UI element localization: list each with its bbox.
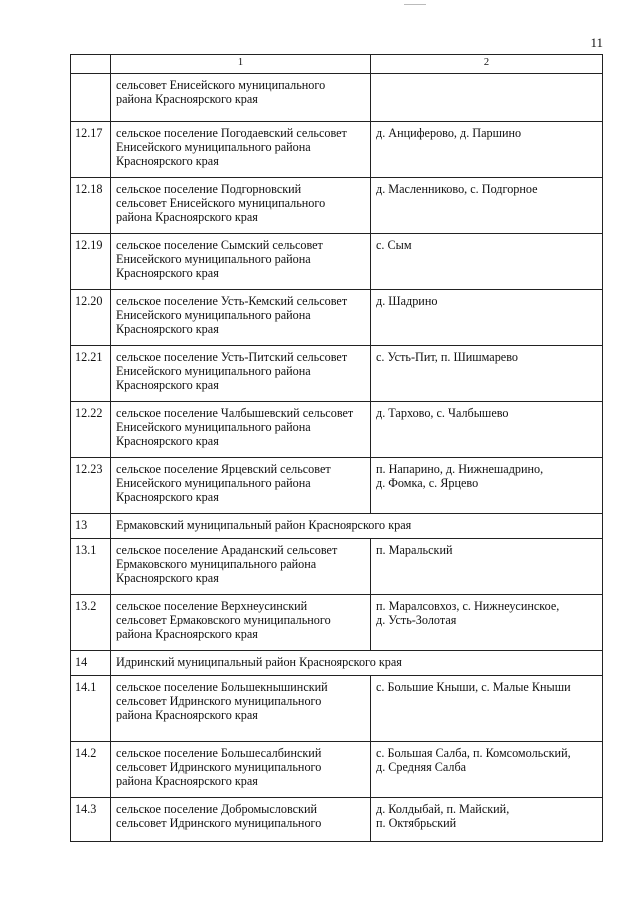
settlement-places [371,74,603,122]
settlement-name: сельское поселение Большесалбинский сельсовет Идринского муниципального района Красноярского края [111,742,371,798]
settlement-places: п. Маральский [371,539,603,595]
settlement-places: с. Усть-Пит, п. Шишмарево [371,346,603,402]
table-row [71,402,603,458]
table-row [71,74,603,122]
settlement-places: п. Напарино, д. Нижнешадрино, д. Фомка, с. Ярцево [371,458,603,514]
scan-mark [404,4,426,5]
settlement-name: сельское поселение Сымский сельсовет Енисейского муниципального района Красноярского края [111,234,371,290]
row-number: 13 [71,514,111,539]
settlement-name: сельское поселение Ярцевский сельсовет Енисейского муниципального района Красноярского края [111,458,371,514]
settlement-places: с. Сым [371,234,603,290]
table-row-district [71,651,603,676]
table-header-row [71,55,603,74]
row-number: 12.19 [71,234,111,290]
header-cell-2: 2 [371,55,603,74]
settlements-table [70,54,603,842]
settlement-name: сельское поселение Большекнышинский сельсовет Идринского муниципального района Красноярского края [111,676,371,742]
table-row [71,458,603,514]
settlement-name: сельское поселение Погодаевский сельсовет Енисейского муниципального района Красноярского края [111,122,371,178]
table-row [71,178,603,234]
table-row [71,234,603,290]
settlement-name: сельсовет Енисейского муниципального района Красноярского края [111,74,371,122]
table-row [71,346,603,402]
settlement-name: сельское поселение Усть-Кемский сельсовет Енисейского муниципального района Красноярского края [111,290,371,346]
settlement-name: сельское поселение Чалбышевский сельсовет Енисейского муниципального района Красноярского края [111,402,371,458]
row-number: 14.1 [71,676,111,742]
row-number: 14.3 [71,798,111,842]
table-row [71,539,603,595]
settlement-places: с. Большая Салба, п. Комсомольский, д. Средняя Салба [371,742,603,798]
row-number: 14 [71,651,111,676]
row-number: 12.21 [71,346,111,402]
row-number: 12.17 [71,122,111,178]
row-number: 12.22 [71,402,111,458]
settlement-name: сельское поселение Усть-Питский сельсовет Енисейского муниципального района Красноярского края [111,346,371,402]
table-row [71,595,603,651]
settlement-name: сельское поселение Араданский сельсовет Ермаковского муниципального района Красноярского края [111,539,371,595]
table-row [71,798,603,842]
district-name: Идринский муниципальный район Красноярского края [111,651,603,676]
row-number: 14.2 [71,742,111,798]
settlement-name: сельское поселение Добромысловский сельсовет Идринского муниципального [111,798,371,842]
settlement-places: д. Тархово, с. Чалбышево [371,402,603,458]
header-cell-1: 1 [111,55,371,74]
header-cell-empty [71,55,111,74]
settlement-places: п. Маралсовхоз, с. Нижнеусинское, д. Усть-Золотая [371,595,603,651]
settlement-places: д. Шадрино [371,290,603,346]
table-row [71,676,603,742]
table-row [71,290,603,346]
table-row [71,122,603,178]
district-name: Ермаковский муниципальный район Красноярского края [111,514,603,539]
table-row [71,742,603,798]
row-number: 12.18 [71,178,111,234]
settlement-name: сельское поселение Верхнеусинский сельсовет Ермаковского муниципального района Красноярского края [111,595,371,651]
settlement-name: сельское поселение Подгорновский сельсовет Енисейского муниципального района Красноярского края [111,178,371,234]
settlement-places: д. Анциферово, д. Паршино [371,122,603,178]
page-number: 11 [590,35,603,50]
settlement-places: с. Большие Кныши, с. Малые Кныши [371,676,603,742]
row-number: 13.1 [71,539,111,595]
row-number: 12.20 [71,290,111,346]
row-number: 12.23 [71,458,111,514]
settlement-places: д. Колдыбай, п. Майский, п. Октябрьский [371,798,603,842]
row-number: 13.2 [71,595,111,651]
row-number [71,74,111,122]
table-row-district [71,514,603,539]
settlement-places: д. Масленниково, с. Подгорное [371,178,603,234]
